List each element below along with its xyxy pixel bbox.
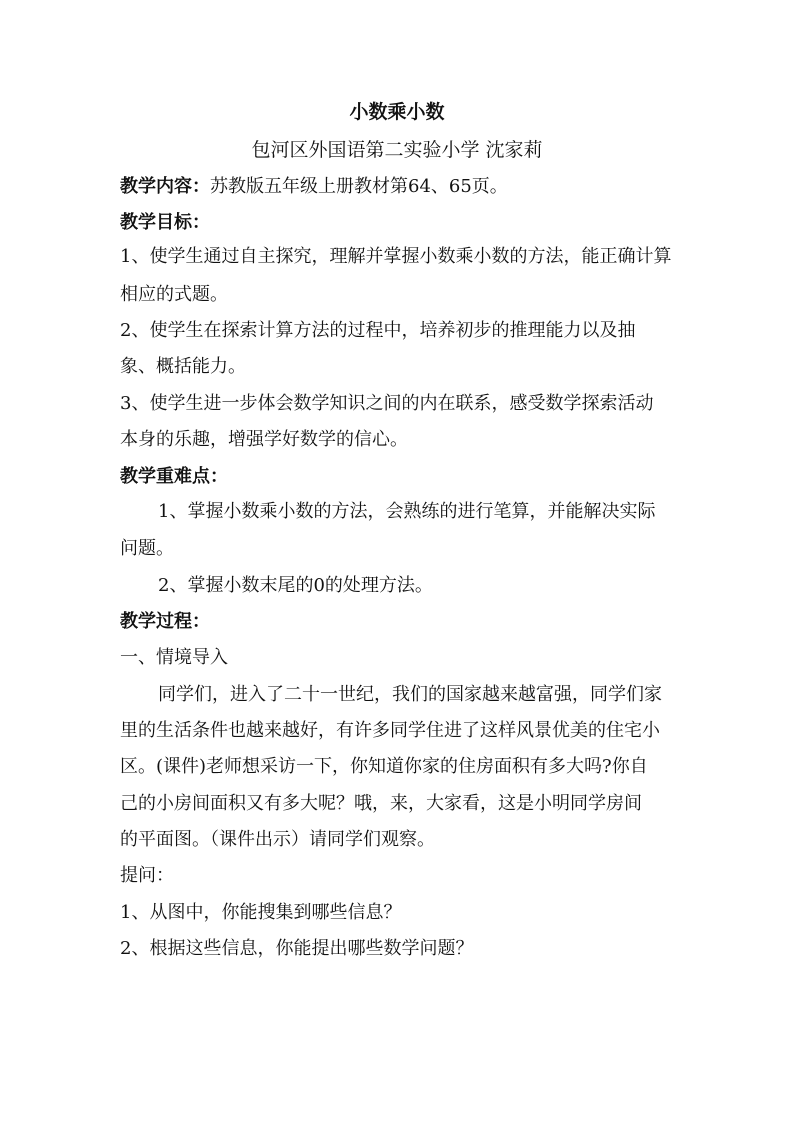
- goal-3-line-2: 本身的乐趣，增强学好数学的信心。: [120, 429, 408, 450]
- question-2: 2、根据这些信息，你能提出哪些数学问题？: [120, 938, 474, 959]
- intro-paragraph-line-5: 的平面图。（课件出示）请同学们观察。: [120, 829, 435, 850]
- key-point-1-line-1: 1、掌握小数乘小数的方法，会熟练的进行笔算，并能解决实际: [158, 501, 656, 522]
- document-title: 小数乘小数: [349, 101, 445, 123]
- teaching-content-label: 教学内容：: [120, 176, 210, 197]
- author-line: 包河区外国语第二实验小学 沈家莉: [251, 139, 543, 161]
- key-point-1-line-2: 问题。: [120, 538, 174, 559]
- question-1: 1、从图中，你能搜集到哪些信息？: [120, 902, 402, 923]
- intro-paragraph-line-1: 同学们，进入了二十一世纪，我们的国家越来越富强，同学们家: [158, 684, 662, 705]
- goal-3-line-1: 3、使学生进一步体会数学知识之间的内在联系，感受数学探索活动: [120, 393, 654, 414]
- intro-paragraph-line-3: 区。(课件)老师想采访一下，你知道你家的住房面积有多大吗?你自: [120, 756, 648, 777]
- teaching-content-line: [120, 175, 680, 199]
- section-1-heading: 一、情境导入: [120, 647, 228, 668]
- key-point-2: 2、掌握小数末尾的0的处理方法。: [158, 575, 433, 596]
- goal-2-line-2: 象、概括能力。: [120, 356, 246, 377]
- goal-2-line-1: 2、使学生在探索计算方法的过程中，培养初步的推理能力以及抽: [120, 320, 636, 341]
- key-points-heading: 教学重难点：: [120, 466, 228, 487]
- teaching-goals-heading: 教学目标：: [120, 212, 210, 233]
- teaching-content-text: 苏教版五年级上册教材第64、65页。: [210, 176, 508, 197]
- goal-1-line-1: 1、使学生通过自主探究，理解并掌握小数乘小数的方法，能正确计算: [120, 246, 672, 267]
- teaching-process-heading: 教学过程：: [120, 611, 210, 632]
- intro-paragraph-line-4: 己的小房间面积又有多大呢？哦，来，大家看，这是小明同学房间: [120, 793, 642, 814]
- intro-paragraph-line-2: 里的生活条件也越来越好，有许多同学住进了这样风景优美的住宅小: [120, 720, 660, 741]
- question-label: 提问：: [120, 865, 174, 886]
- goal-1-line-2: 相应的式题。: [120, 284, 228, 305]
